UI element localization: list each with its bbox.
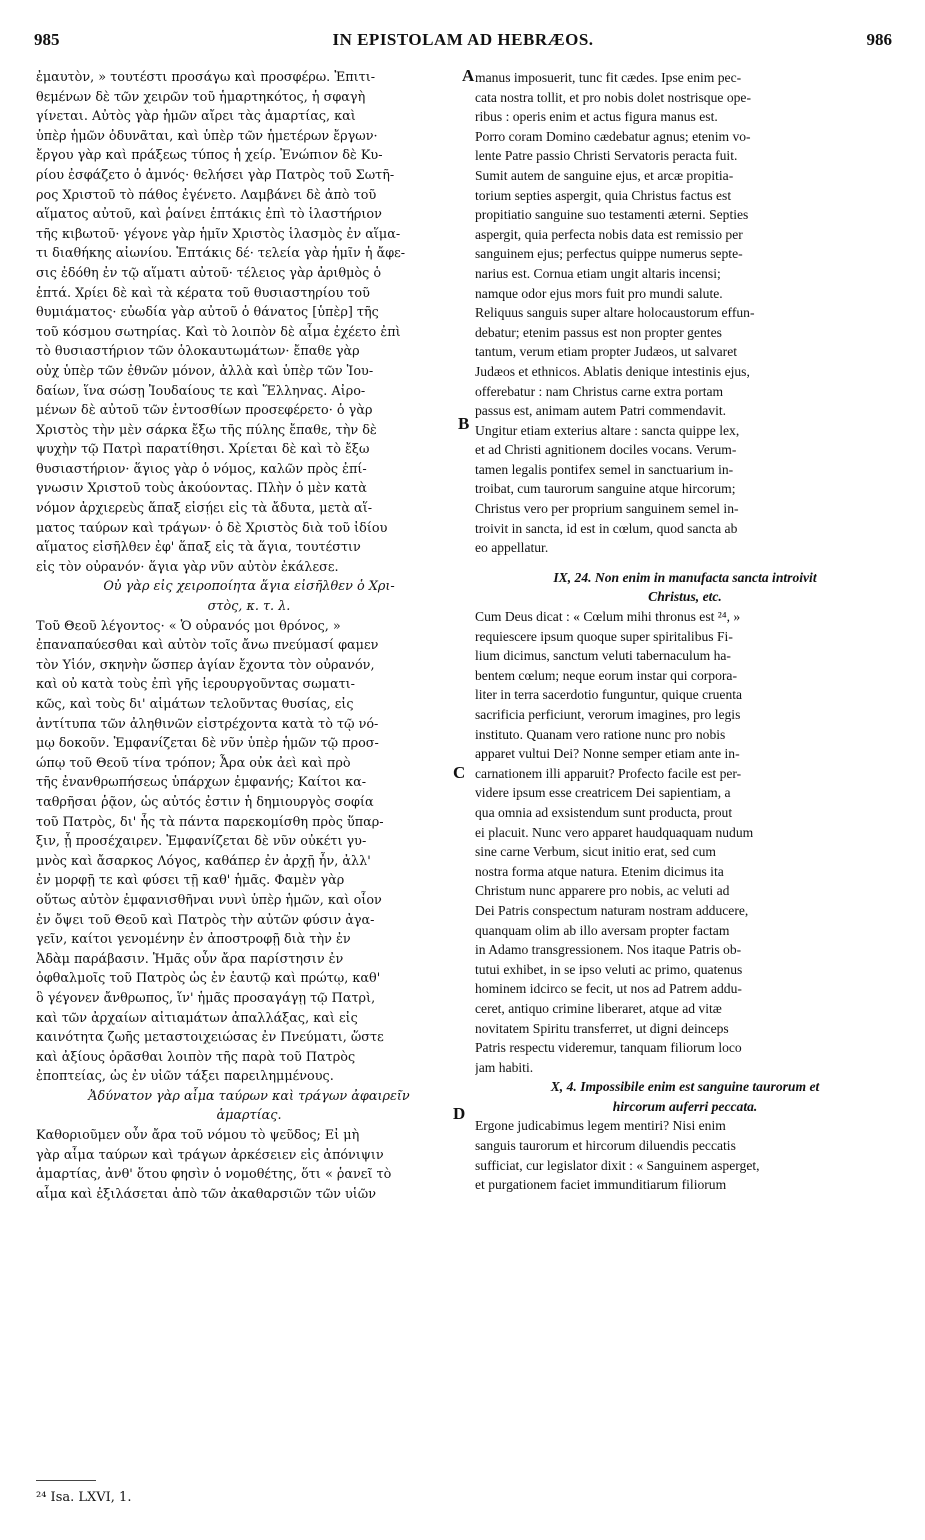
latin-text-line: Patris respectu videremur, tanquam filiorum loco <box>475 1040 742 1056</box>
latin-text-line: troibat, cum taurorum sanguine atque hircorum; <box>475 481 736 497</box>
greek-heading-line: στὸς, κ. τ. λ. <box>207 599 291 615</box>
greek-text-line: ταθρῆσαι ῥᾷον, ὡς αὐτός ἐστιν ἡ δημιουργὸς σοφία <box>36 794 374 810</box>
latin-text-line: Judæos et ethnicos. Ablatis denique intestinis ejus, <box>475 363 750 379</box>
greek-text-line: ώπῳ τοῦ Θεοῦ τίνα τρόπον; Ἆρα οὐκ ἀεὶ καὶ πρὸ <box>36 755 351 771</box>
latin-text-line: novitatem Spiritu transferret, ut digni deinceps <box>475 1020 729 1036</box>
greek-heading-line: Ἀδύνατον γὰρ αἷμα ταύρων καὶ τράγων ἀφαιρεῖν <box>88 1088 410 1104</box>
section-gap <box>475 558 895 568</box>
latin-text-line: tutui exhibet, in se ipso veluti ac primo, quatenus <box>475 961 743 977</box>
latin-text-line: offerebatur : nam Christus carne extra portam <box>475 383 724 399</box>
greek-text-line: τοῦ κόσμου σωτηρίας. Καὶ τὸ λοιπὸν δὲ αἷμα ἐχέετο ἐπὶ <box>36 324 401 340</box>
greek-text-line: σις ἐδόθη ἐν τῷ αἵματι αὐτοῦ· τέλειος γὰρ ἀριθμὸς ὁ <box>36 265 382 281</box>
latin-text-line: ribus : operis enim et actus figura manus est. <box>475 109 718 125</box>
latin-text-line: Dei Patris conspectum naturam nostram adducere, <box>475 902 749 918</box>
greek-text-line: Τοῦ Θεοῦ λέγοντος· « Ὁ οὐρανός μοι θρόνος, » <box>36 618 341 634</box>
latin-text-line: narius est. Cornua etiam ungit altaris incensi; <box>475 265 721 281</box>
latin-text-line: in Adamo transgressionem. Nos itaque Patris ob- <box>475 942 742 958</box>
latin-text-line: Cum Deus dicat : « Cœlum mihi thronus est ²⁴, » <box>475 609 741 625</box>
greek-text-line: οὐχ ὑπὲρ τῶν ἐθνῶν μόνον, ἀλλὰ καὶ ὑπὲρ τῶν Ἰου- <box>36 363 374 379</box>
latin-text-line: cata nostra tollit, et pro nobis dolet nostrisque ope- <box>475 89 751 105</box>
greek-text-line: Χριστὸς τὴν μὲν σάρκα ἔξω τῆς πύλης ἔπαθε, τὴν δὲ <box>36 422 377 438</box>
greek-text-line: τοῦ Πατρὸς, δι' ἧς τὰ πάντα παρεκομίσθη πρὸς ὕπαρ- <box>36 814 384 830</box>
latin-text-line: torium septies aspergit, quia Christus factus est <box>475 187 732 203</box>
latin-text-line: debatur; etenim passus est non propter gentes <box>475 324 722 340</box>
greek-text-line: ἐποπτείας, ὡς ἐν υἱῶν τάξει παρειλημμένους. <box>36 1069 334 1085</box>
latin-heading-line: hircorum auferri peccata. <box>612 1098 758 1114</box>
greek-text-line: αἷμα καὶ ἐξιλάσεται ἀπὸ τῶν ἀκαθαρσιῶν τῶν υἱῶν <box>36 1186 377 1202</box>
latin-text-line: Christus vero per proprium sanguinem semel in- <box>475 501 739 517</box>
latin-text-line: quanquam olim ab illo aversam propter factam <box>475 922 730 938</box>
margin-letter-d: D <box>453 1104 466 1123</box>
latin-text-line: requiescere ipsum quoque super spiritalibus Fi- <box>475 628 733 644</box>
latin-heading-line: X, 4. Impossibile enim est sanguine taurorum et <box>550 1079 820 1095</box>
greek-text-line: τῆς ἐνανθρωπήσεως ὑπάρχων ἐμφανής; Καίτοι κα- <box>36 775 367 791</box>
greek-text-line: αἵματος εἰσῆλθεν ἐφ' ἅπαξ εἰς τὰ ἅγια, τουτέστιν <box>36 540 361 556</box>
page-number-right: 986 <box>866 30 892 49</box>
latin-text-line: sine carne Verbum, sicut initio erat, sed cum <box>475 844 716 860</box>
greek-text-line: καινότητα ζωῆς μεταστοιχειώσας ἐν Πνεύματι, ὥστε <box>36 1030 384 1046</box>
latin-text-line: sufficiat, cur legislator dixit : « Sanguinem asperget, <box>475 1157 760 1173</box>
latin-text-line: ei placuit. Nunc vero apparet haudquaquam nudum <box>475 824 754 840</box>
greek-text-line: ὀφθαλμοῖς τοῦ Πατρὸς ὡς ἐν ἑαυτῷ καὶ πρώτῳ, καθ' <box>36 971 381 987</box>
latin-text-line: manus imposuerit, tunc fit cædes. Ipse enim pec- <box>475 70 742 85</box>
greek-text-line: ἐν μορφῇ τε καὶ φύσει τῇ καθ' ἡμᾶς. Φαμὲν γὰρ <box>36 873 345 889</box>
latin-text-line: Sumit autem de sanguine ejus, et arcæ propitia- <box>475 167 734 183</box>
greek-text-line: θυμιάματος· εὐωδία γὰρ αὐτοῦ ὁ θάνατος [ὑπὲρ] τῆς <box>36 305 379 321</box>
greek-text-line: Καθοριοῦμεν οὖν ἄρα τοῦ νόμου τὸ ψεῦδος; Εἰ μὴ <box>36 1128 360 1144</box>
greek-text-line: ὃ γέγονεν ἄνθρωπος, ἵν' ἡμᾶς προσαγάγῃ τῷ Πατρὶ, <box>36 990 376 1006</box>
greek-text-line: καὶ ἀξίους ὁρᾶσθαι λοιπὸν τῆς παρὰ τοῦ Πατρὸς <box>36 1049 356 1065</box>
greek-text-line: ξιν, ᾗ προσέχαιρεν. Ἐμφανίζεται δὲ νῦν οὐκέτι γυ- <box>36 834 367 850</box>
page-number-left: 985 <box>34 30 60 49</box>
latin-text-line: qua omnia ad exsistendum sunt producta, prout <box>475 804 733 820</box>
latin-heading-line: IX, 24. Non enim in manufacta sancta introivit <box>553 569 817 585</box>
latin-text-line: instituto. Quanam vero ratione nunc pro nobis <box>475 726 726 742</box>
greek-text-line: κῶς, καὶ τοὺς δι' αἱμάτων τελοῦντας θυσίας, εἰς <box>36 697 354 712</box>
greek-text-line: γεῖν, καίτοι γενομένην ἐν ἀποστροφῇ διὰ τὴν ἐν <box>36 932 351 948</box>
latin-text-line: tantum, verum etiam propter Judæos, ut salvaret <box>475 344 737 360</box>
latin-text-line: hominem idcirco se fecit, ut nos ad Patrem addu- <box>475 981 742 997</box>
latin-text-line: tamen legalis pontifex semel in sanctuarium in- <box>475 461 734 477</box>
running-title: IN EPISTOLAM AD HEBRÆOS. <box>332 30 594 49</box>
page-header <box>34 30 892 54</box>
greek-text-line: ἔργου γὰρ καὶ πράξεως τύπος ἡ χείρ. Ἐνώπιον δὲ Κυ- <box>36 148 383 164</box>
greek-column <box>36 68 462 1204</box>
greek-text-line: ἑπτά. Χρίει δὲ καὶ τὰ κέρατα τοῦ θυσιαστηρίου τοῦ <box>36 285 370 301</box>
latin-text-line: aspergit, quia perfecta nobis data est remissio per <box>475 226 743 242</box>
latin-text-line: Christum nunc apparere pro nobis, ac veluti ad <box>475 883 730 899</box>
latin-text-line: ceret, antiquo crimine liberaret, atque ad vitæ <box>475 1000 722 1016</box>
greek-text-line: ἐπαναπαύεσθαι καὶ αὐτὸν τοῖς ἄνω πνεύμασί φαμεν <box>36 638 379 654</box>
latin-text-line: et ad Christi agnitionem dociles vocans. Verum- <box>475 442 737 458</box>
latin-text-line: et purgationem faciet immunditiarum filiorum <box>475 1177 727 1193</box>
greek-text-line: αἵματος αὐτοῦ, καὶ ῥαίνει ἑπτάκις ἐπὶ τὸ ἱλαστήριον <box>36 207 382 223</box>
latin-text-line: propitiatio sanguine suo testamenti æterni. Septies <box>475 207 749 223</box>
latin-column <box>475 68 895 1195</box>
latin-text-line: apparet vultui Dei? Nonne semper etiam ante in- <box>475 746 740 762</box>
greek-text-line: ἀντίτυπα τῶν ἀληθινῶν εἰστρέχοντα κατὰ τὸ τῷ νό- <box>36 716 379 732</box>
footnote-rule <box>36 1480 96 1481</box>
greek-heading-line: ἁμαρτίας. <box>216 1108 282 1124</box>
latin-text-line: lium dicimus, sanctum veluti tabernaculum ha- <box>475 648 731 664</box>
latin-text-line: videre ipsum esse creatricem Dei sapientiam, a <box>475 785 731 801</box>
greek-text-line: οὕτως αὐτὸν ἐμφανισθῆναι νυνὶ ὑπὲρ ἡμῶν, καὶ οἷον <box>36 892 382 908</box>
greek-text-line: τὸν Υἱόν, σκηνὴν ὥσπερ ἁγίαν ἔχοντα τὸν οὐρανόν, <box>36 657 375 673</box>
greek-text-line: μνὸς καὶ ἄσαρκος Λόγος, καθάπερ ἐν ἀρχῇ ἦν, ἀλλ' <box>36 853 371 869</box>
greek-text-line: ματος ταύρων καὶ τράγων· ὁ δὲ Χριστὸς διὰ τοῦ ἰδίου <box>36 520 388 536</box>
greek-text-line: ἐμαυτὸν, » τουτέστι προσάγω καὶ προσφέρω. Ἐπιτι- <box>36 70 376 85</box>
latin-text-line: sanguis taurorum et hircorum diluendis peccatis <box>475 1138 736 1154</box>
latin-text-line: passus est, animam autem Patri commendavit. <box>475 403 727 419</box>
greek-text-line: νόμον ἀρχιερεὺς ἅπαξ εἰσῄει εἰς τὰ ἄδυτα, μετὰ αἵ- <box>36 501 373 517</box>
greek-text-line: ἁμαρτίας, ἀνθ' ὅτου φησὶν ὁ νομοθέτης, ὅτι « ῥανεῖ τὸ <box>36 1167 392 1183</box>
greek-text-line: καὶ τῶν ἀρχαίων αἰτιαμάτων ἀπαλλάξας, καὶ εἰς <box>36 1010 358 1026</box>
greek-text-line: μένων δὲ αὐτοῦ τῶν ἐντοσθίων προσεφέρετο· ὁ γὰρ <box>36 403 373 419</box>
greek-text-line: δαίων, ἵνα σώσῃ Ἰουδαίους τε καὶ Ἕλληνας. Αἰρο- <box>36 383 366 399</box>
latin-text-line: lente Patre passio Christi Servatoris peracta fuit. <box>475 148 738 164</box>
greek-text-line: γὰρ αἷμα ταύρων καὶ τράγων ἀρκέσειεν εἰς ἀπόνιψιν <box>36 1147 384 1163</box>
margin-letter-c: C <box>453 763 466 782</box>
greek-text-line: καὶ οὐ κατὰ τοὺς ἐπὶ γῆς ἱερουργοῦντας σωματι- <box>36 677 356 693</box>
greek-text-line: θεμένων δὲ τῶν χειρῶν τοῦ ἡμαρτηκότος, ἡ σφαγὴ <box>36 89 366 105</box>
latin-text-line: namque odor ejus mors fuit pro mundi salute. <box>475 285 723 301</box>
latin-text-line: sanguinem ejus; perfectus quippe numerus septe- <box>475 246 743 262</box>
latin-heading-line: Christus, etc. <box>648 589 722 605</box>
latin-text-line: jam habiti. <box>475 1059 534 1075</box>
latin-text-line: nostra forma atque natura. Etenim dicimus ita <box>475 863 724 879</box>
greek-text-line: τὸ θυσιαστήριον τῶν ὁλοκαυτωμάτων· ἔπαθε γὰρ <box>36 344 360 360</box>
greek-text-line: θυσιαστήριον· ἅγιος γὰρ ὁ νόμος, καλῶν πρὸς ἐπί- <box>36 461 367 477</box>
greek-text-line: μῳ δοκοῦν. Ἐμφανίζεται δὲ νῦν ὑπὲρ ἡμῶν τῷ προσ- <box>36 736 379 752</box>
latin-text-line: sacrificia perficiunt, verorum imagines, pro legis <box>475 707 741 722</box>
footnote: ²⁴ Isa. LXVI, 1. <box>36 1490 132 1505</box>
greek-text-line: τῆς κιβωτοῦ· γέγονε γὰρ ἡμῖν Χριστὸς ἱλασμὸς ἐν αἵμα- <box>36 226 401 242</box>
latin-text-line: carnationem illi apparuit? Profecto facile est per- <box>475 765 742 781</box>
greek-text-line: ὑπὲρ ἡμῶν ὀδυνᾶται, καὶ ὑπὲρ τῶν ἡμετέρων ἔργων· <box>36 128 378 144</box>
greek-text-line: γνωσιν Χριστοῦ τοὺς ἀκούοντας. Πλὴν ὁ μὲν κατὰ <box>36 481 367 497</box>
latin-text-line: bentem cœlum; neque eorum instar qui corpora- <box>475 667 737 683</box>
greek-text-line: ρος Χριστοῦ τὸ πάθος ἐγένετο. Λαμβάνει δὲ ἀπὸ τοῦ <box>36 187 377 203</box>
latin-text-line: Porro coram Domino cædebatur agnus; etenim vo- <box>475 128 751 144</box>
greek-text-line: ρίου ἐσφάζετο ὁ ἀμνός· θελήσει γὰρ Πατρὸς τοῦ Σωτῆ- <box>36 167 395 183</box>
greek-text-line: γίνεται. Αὐτὸς γὰρ ἡμῶν αἴρει τὰς ἁμαρτίας, καὶ <box>36 109 356 125</box>
latin-text-line: Reliquus sanguis super altare holocaustorum effun- <box>475 305 755 321</box>
margin-letter-b: B <box>458 414 470 433</box>
greek-text-line: εἰς τὸν οὐρανόν· ἅγια γὰρ νῦν αὐτὸν ἐκάλεσε. <box>36 559 339 575</box>
latin-text-line: liter in terra sacerdotio funguntur, quique cruenta <box>475 687 743 703</box>
latin-text-line: troivit in sancta, id est in cœlum, quod sancta ab <box>475 520 738 536</box>
latin-text-line: eo appellatur. <box>475 540 549 556</box>
greek-text-line: ἐν ὄψει τοῦ Θεοῦ καὶ Πατρὸς τὴν αὐτῶν φύσιν ἀγα- <box>36 912 375 928</box>
greek-text-line: ψυχὴν τῷ Πατρὶ παρατίθησι. Χρίεται δὲ καὶ τὸ ἔξω <box>36 442 370 458</box>
greek-text-line: τι διαθήκης αἰωνίου. Ἑπτάκις δέ· τελεία γὰρ ἡμῖν ἡ ἄφε- <box>36 246 406 262</box>
margin-letter-a: A <box>462 66 475 85</box>
latin-text-line: Ungitur etiam exterius altare : sancta quippe lex, <box>475 422 740 438</box>
greek-heading-line: Οὐ γὰρ εἰς χειροποίητα ἅγια εἰσῆλθεν ὁ Χρι- <box>103 579 395 595</box>
latin-text-line: Ergone judicabimus legem mentiri? Nisi enim <box>475 1118 726 1134</box>
greek-text-line: Ἀδὰμ παράβασιν. Ἡμᾶς οὖν ἄρα παρίστησιν ἐν <box>36 951 344 967</box>
